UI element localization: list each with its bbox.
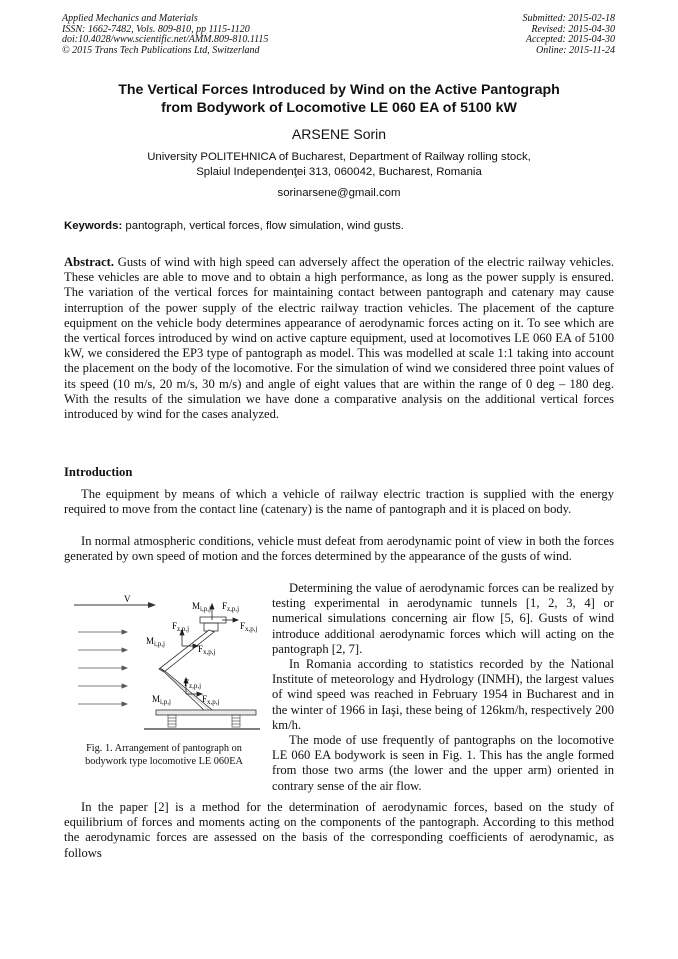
- abstract-text: Gusts of wind with high speed can adversely affect the operation of the electric railway vehicles. These vehicles are able to move and to obtain a high performance, as long as the power supply is ensured. The variation of the vertical forces for maintaining contact between pantograph and catenary may cause interruption of the power supply of the electric railway traction vehicles. The placement of the capture equipment on the vehicle body determines appearance of aerodynamic forces acting on it. To see which are the vertical forces introduced by wind on active capture equipment, used at locomotives LE 060 EA of 5100 kW, we considered the EP3 type of pantograph as model. This was modelled at scale 1:1 taking into account the placement on the body of the locomotive. For the simulation of wind we considered three point values of its speed (10 m/s, 20 m/s, 30 m/s) and angle of eight values that are within the range of 0 deg – 180 deg. With the results of the simulation we have done a comparative analysis on the additional vertical forces introduced by wind for the cases analyzed.: [64, 255, 614, 422]
- journal-info: [62, 14, 268, 56]
- intro-paragraph-5: The mode of use frequently of pantographs on the locomotive LE 060 EA bodywork is seen in Fig. 1. This has the angle formed from those two arms (the lower and the upper arm) oriented in contrary sense of the air flow.: [272, 733, 614, 793]
- paper-title: [40, 81, 638, 117]
- abstract: [64, 255, 614, 422]
- title-line-1: The Vertical Forces Introduced by Wind on the Active Pantograph: [118, 82, 560, 98]
- intro-paragraph-2: In normal atmospheric conditions, vehicle must defeat from aerodynamic point of view in both the forces generated by own speed of motion and the forces determined by the appearance of the gusts of wind.: [64, 534, 614, 564]
- journal-issn: ISSN: 1662-7482, Vols. 809-810, pp 1115-1120: [62, 23, 250, 35]
- journal-copyright: © 2015 Trans Tech Publications Ltd, Switzerland: [62, 44, 260, 56]
- keywords-text: pantograph, vertical forces, flow simulation, wind gusts.: [122, 220, 404, 232]
- date-submitted: Submitted: 2015-02-18: [522, 13, 615, 24]
- force-x-label-bottom: $F_{x,p,j}$: [202, 694, 220, 706]
- keywords-label: Keywords:: [64, 220, 123, 232]
- figure-caption: Fig. 1. Arrangement of pantograph on bodywork type locomotive LE 060EA: [85, 743, 243, 767]
- keywords: [64, 220, 624, 232]
- date-online: Online: 2015-11-24: [536, 44, 615, 56]
- section-heading-introduction: Introduction: [64, 465, 133, 479]
- force-z-label-top: $F_{z,p,j}$: [222, 601, 240, 613]
- pantograph-bow: [204, 623, 218, 631]
- author-email[interactable]: sorinarsene@gmail.com: [277, 187, 401, 199]
- date-revised: Revised: 2015-04-30: [531, 23, 615, 35]
- affiliation: [40, 150, 638, 179]
- moment-label-bottom: $M_{i,p,j}$: [152, 694, 171, 706]
- velocity-arrowhead-icon: [148, 602, 156, 608]
- journal-name: Applied Mechanics and Materials: [62, 13, 198, 24]
- right-column-text: [272, 581, 614, 794]
- journal-doi: doi:10.4028/www.scientific.net/AMM.809-810.1115: [62, 34, 269, 45]
- support-insulators: [168, 715, 240, 727]
- force-x-label-top: $F_{x,p,j}$: [240, 621, 258, 633]
- intro-paragraph-6: In the paper [2] is a method for the determination of aerodynamic forces, based on the study of equilibrium of forces and moments acting on the components of the pantograph. According to this method the aerodynamic forces are assessed on the basis of the corresponding coefficients of aerodynamic, as follows: [64, 800, 614, 860]
- submission-dates: [523, 14, 616, 56]
- moment-label-top: $M_{i,p,j}$: [192, 601, 211, 613]
- author-name: ARSENE Sorin: [291, 126, 387, 142]
- title-line-2: from Bodywork of Locomotive LE 060 EA of 5100 kW: [161, 100, 517, 116]
- abstract-label: Abstract.: [64, 255, 115, 269]
- intro-paragraph-4: In Romania according to statistics recorded by the National Institute of meteorology and Hydrology (INMH), the largest values of wind speed was reached in February 1954 in Bucharest and in the winter of 1966 in Iaşi, these being of 126km/h, respectively 200 km/h.: [272, 657, 614, 732]
- affiliation-line-1: University POLITEHNICA of Bucharest, Department of Railway rolling stock,: [147, 151, 531, 163]
- intro-paragraph-3: Determining the value of aerodynamic forces can be realized by testing experimental in aerodynamic tunnels [1, 2, 3, 4] or numerical simulations concerning air flow [5, 6]. Gusts of wind introduce additional aerodynamic forces which will acting on the pantograph [2, 7].: [272, 581, 614, 656]
- wind-flow-arrows: [78, 630, 127, 706]
- velocity-label: V: [124, 594, 131, 604]
- force-z-label-mid: $F_{z,p,j}$: [172, 621, 190, 633]
- intro-paragraph-1: The equipment by means of which a vehicle of railway electric traction is supplied with the energy required to move from the contact line (catenary) is the name of pantograph and it is placed on body.: [64, 487, 614, 517]
- pantograph-base: [156, 710, 256, 715]
- pantograph-figure: [64, 592, 264, 742]
- affiliation-line-2: Splaiul Independenţei 313, 060042, Bucharest, Romania: [196, 165, 482, 178]
- date-accepted: Accepted: 2015-04-30: [525, 34, 615, 45]
- force-z-label-bottom: $F_{z,p,j}$: [184, 678, 202, 690]
- force-x-label-mid: $F_{x,p,j}$: [198, 644, 216, 656]
- moment-label-mid: $M_{i,p,j}$: [146, 636, 165, 648]
